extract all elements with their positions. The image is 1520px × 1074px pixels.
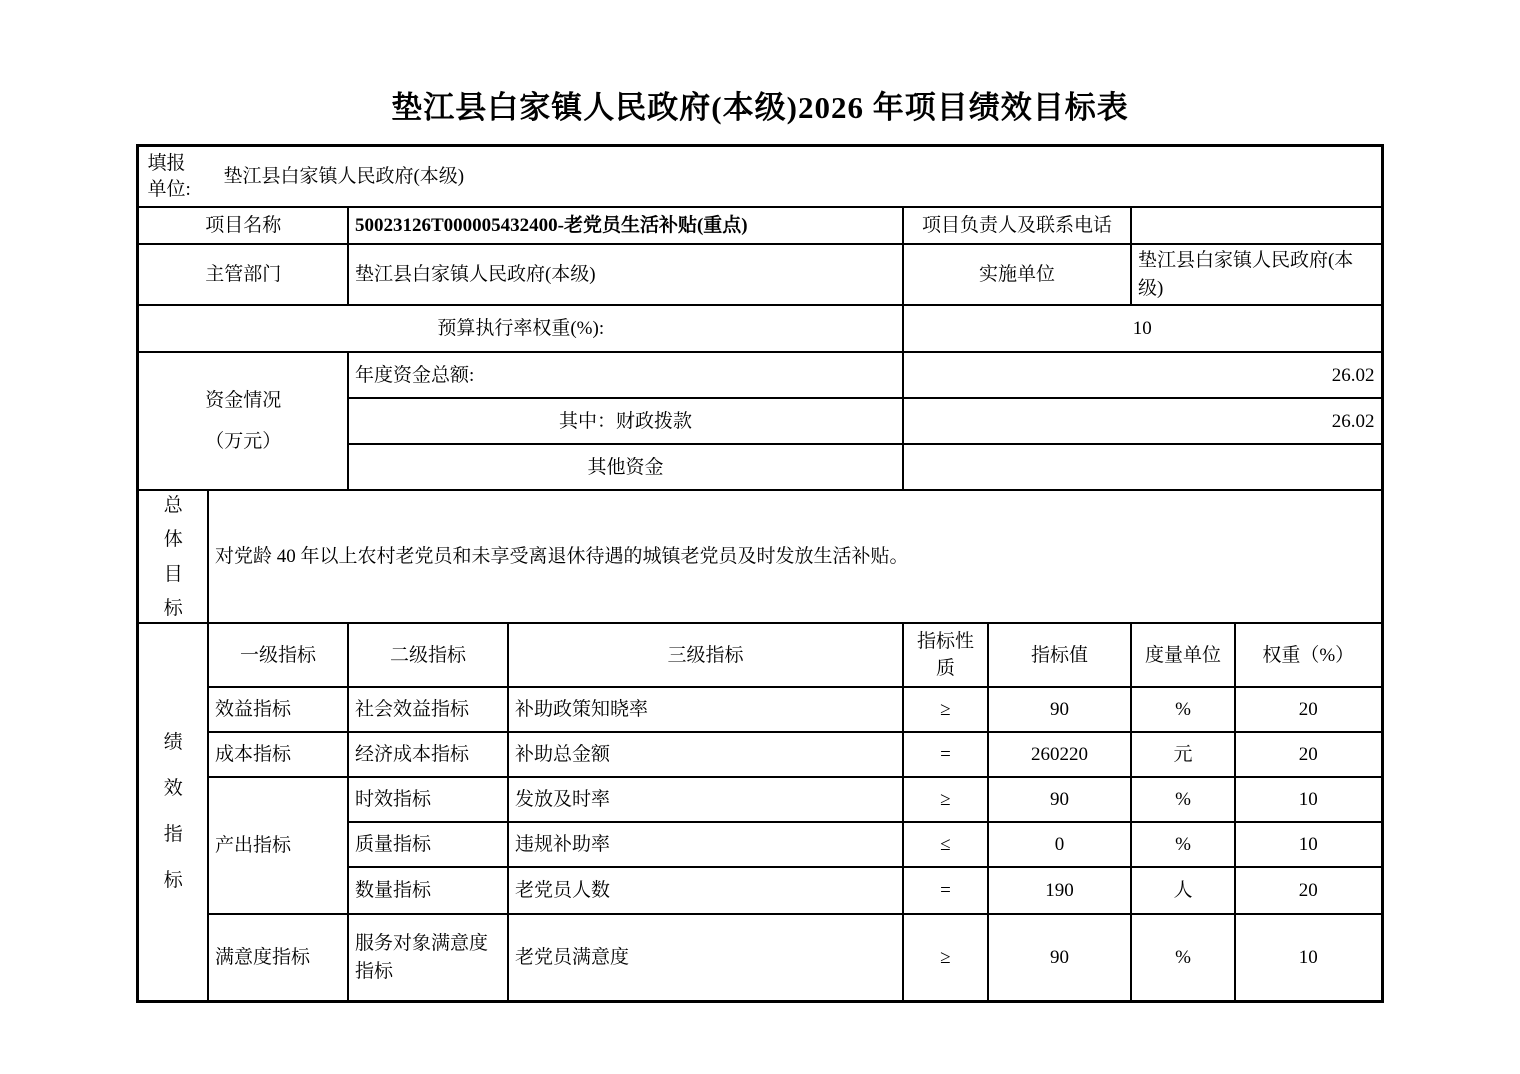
indicator-value-cell: 90 (988, 687, 1131, 732)
overall-goal-label-char: 体 (163, 529, 183, 551)
indicator-weight-cell: 20 (1235, 732, 1382, 777)
header-level3: 三级指标 (508, 623, 903, 687)
table-row-project-name (138, 207, 1382, 244)
page-title: 垫江县白家镇人民政府(本级)2026 年项目绩效目标表 (391, 90, 1129, 125)
indicator-level2-cell: 社会效益指标 (348, 687, 508, 732)
header-nature: 指标性质 (903, 623, 988, 687)
indicator-value-cell: 90 (988, 777, 1131, 822)
project-manager-label: 项目负责人及联系电话 (903, 207, 1131, 244)
indicator-value-cell: 260220 (988, 732, 1131, 777)
table-row-indicator (138, 777, 1382, 822)
indicator-level2-cell: 服务对象满意度指标 (348, 914, 508, 1001)
overall-goal-label-char: 总 (163, 494, 183, 516)
table-row-indicator (138, 914, 1382, 1001)
impl-unit-label: 实施单位 (903, 244, 1131, 305)
indicator-level3-cell: 发放及时率 (508, 777, 903, 822)
table-row-indicator (138, 687, 1382, 732)
table-row-indicator (138, 732, 1382, 777)
funds-total-value: 26.02 (903, 352, 1382, 398)
indicator-unit-cell: % (1131, 914, 1235, 1001)
indicators-label-char: 标 (163, 870, 183, 892)
indicator-level3-cell: 老党员满意度 (508, 914, 903, 1001)
overall-goal-label-char: 目 (163, 563, 183, 585)
overall-goal-text: 对党龄 40 年以上农村老党员和未享受离退休待遇的城镇老党员及时发放生活补贴。 (208, 490, 1382, 623)
funds-label-line1: 资金情况 (205, 390, 282, 412)
indicator-unit-cell: % (1131, 777, 1235, 822)
table-row-funds-total (138, 352, 1382, 398)
indicator-unit-cell: 人 (1131, 867, 1235, 914)
funds-label-cell (138, 352, 348, 490)
indicator-nature-cell: ≥ (903, 914, 988, 1001)
indicator-value-cell: 0 (988, 822, 1131, 867)
indicator-weight-cell: 10 (1235, 822, 1382, 867)
dept-value: 垫江县白家镇人民政府(本级) (348, 244, 903, 305)
indicator-weight-cell: 20 (1235, 687, 1382, 732)
indicator-level3-cell: 违规补助率 (508, 822, 903, 867)
header-level2: 二级指标 (348, 623, 508, 687)
header-level1: 一级指标 (208, 623, 348, 687)
indicator-nature-cell: ≥ (903, 777, 988, 822)
budget-weight-value: 10 (903, 305, 1382, 352)
indicator-level1-cell: 产出指标 (208, 777, 348, 914)
header-unit: 度量单位 (1131, 623, 1235, 687)
indicator-weight-cell: 10 (1235, 777, 1382, 822)
funds-fiscal-value: 26.02 (903, 398, 1382, 444)
filler-unit-value: 垫江县白家镇人民政府(本级) (223, 165, 465, 187)
funds-other-label: 其他资金 (348, 444, 903, 490)
funds-other-value (903, 444, 1382, 490)
table-row-budget-weight (138, 305, 1382, 352)
funds-fiscal-label: 其中：财政拨款 (348, 398, 903, 444)
indicator-value-cell: 190 (988, 867, 1131, 914)
indicator-level2-cell: 质量指标 (348, 822, 508, 867)
project-name-label: 项目名称 (138, 207, 348, 244)
indicator-nature-cell: = (903, 732, 988, 777)
table-row-filler-unit (138, 146, 1382, 208)
indicator-level1-cell: 成本指标 (208, 732, 348, 777)
indicator-level2-cell: 经济成本指标 (348, 732, 508, 777)
indicator-level1-cell: 效益指标 (208, 687, 348, 732)
indicators-label-char: 绩 (163, 732, 183, 754)
table-row-department (138, 244, 1382, 305)
project-manager-value (1131, 207, 1382, 244)
indicator-level3-cell: 补助总金额 (508, 732, 903, 777)
indicator-nature-cell: = (903, 867, 988, 914)
indicator-level3-cell: 老党员人数 (508, 867, 903, 914)
indicator-level3-cell: 补助政策知晓率 (508, 687, 903, 732)
header-value: 指标值 (988, 623, 1131, 687)
indicators-label-char: 效 (163, 778, 183, 800)
indicator-value-cell: 90 (988, 914, 1131, 1001)
indicator-unit-cell: % (1131, 822, 1235, 867)
indicator-level2-cell: 数量指标 (348, 867, 508, 914)
budget-weight-label: 预算执行率权重(%): (138, 305, 903, 352)
indicator-weight-cell: 20 (1235, 867, 1382, 914)
funds-label-line2: （万元） (205, 431, 282, 453)
indicator-weight-cell: 10 (1235, 914, 1382, 1001)
overall-goal-label (138, 490, 208, 623)
performance-target-table (136, 144, 1383, 1003)
impl-unit-value: 垫江县白家镇人民政府(本级) (1131, 244, 1382, 305)
filler-unit-label: 填报单位: (147, 153, 191, 200)
indicator-nature-cell: ≥ (903, 687, 988, 732)
indicator-unit-cell: % (1131, 687, 1235, 732)
indicator-unit-cell: 元 (1131, 732, 1235, 777)
indicators-label-char: 指 (163, 824, 183, 846)
indicator-level2-cell: 时效指标 (348, 777, 508, 822)
dept-label: 主管部门 (138, 244, 348, 305)
filler-unit-cell (138, 146, 1382, 208)
table-row-indicator-header (138, 623, 1382, 687)
indicator-level1-cell: 满意度指标 (208, 914, 348, 1001)
funds-total-label: 年度资金总额: (348, 352, 903, 398)
indicators-label (138, 623, 208, 1001)
table-row-overall-goal (138, 490, 1382, 623)
project-name-value: 50023126T000005432400-老党员生活补贴(重点) (348, 207, 903, 244)
header-weight: 权重（%） (1235, 623, 1382, 687)
indicator-nature-cell: ≤ (903, 822, 988, 867)
overall-goal-label-char: 标 (163, 597, 183, 619)
